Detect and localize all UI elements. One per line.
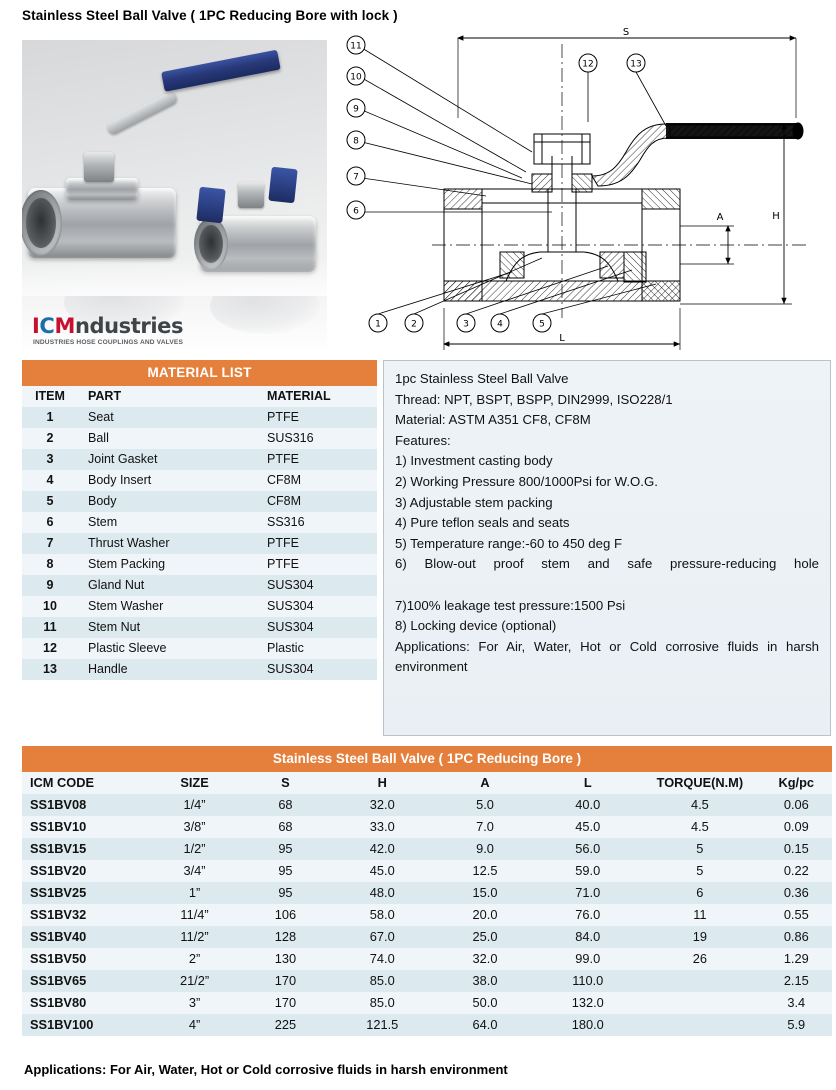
callout-8 [347,131,365,149]
callout-3 [457,314,475,332]
table-row [22,407,377,428]
table-row [22,575,377,596]
column-header-size: SIZE [180,775,209,790]
cell-torque: 4.5 [690,819,709,834]
column-header-item: ITEM [35,389,65,403]
cell-torque [639,1014,760,1036]
cell-part: Ball [88,431,109,445]
spec-line-applications: Applications: For Air, Water, Hot or Cold corrosive fluids in harsh environment [395,638,819,675]
material-list-table [22,386,377,680]
logo-wordmark [32,314,183,338]
dimension-label-l: L [559,333,565,344]
cell-kg: 0.86 [783,929,809,944]
cell-torque: 5 [696,863,704,878]
cell-item: 2 [46,431,54,445]
cell-a: 25.0 [472,929,498,944]
cell-h: 67.0 [369,929,395,944]
cell-s: 95 [278,863,293,878]
dimension-label-a: A [716,212,724,223]
cell-l: 71.0 [575,885,601,900]
cell-l: 76.0 [575,907,601,922]
dimension-table-title: Stainless Steel Ball Valve ( 1PC Reducing Bore ) [22,746,832,772]
cell-size: 3” [188,995,201,1010]
cell-material: SUS304 [267,662,314,676]
cell-size: 2” [188,951,201,966]
cell-kg: 3.4 [787,995,806,1010]
logo-tagline: INDUSTRIES HOSE COUPLINGS AND VALVES [33,339,183,346]
callout-10 [347,67,365,85]
cell-size: 3/4” [183,863,206,878]
callout-11 [347,36,365,54]
svg-text:3: 3 [463,319,469,330]
callout-7 [347,167,365,185]
callout-1 [369,314,387,332]
spec-feature-8: 8) Locking device (optional) [395,618,557,634]
cell-part: Joint Gasket [88,452,158,466]
cell-item: 10 [43,599,57,613]
cell-a: 20.0 [472,907,498,922]
material-list-title: MATERIAL LIST [22,360,377,386]
cell-s: 225 [274,1017,297,1032]
cell-torque [639,992,760,1014]
cell-l: 84.0 [575,929,601,944]
cell-size: 11/4” [180,907,209,922]
cell-kg: 0.22 [783,863,809,878]
table-row [22,491,377,512]
cell-a: 32.0 [472,951,498,966]
cell-h: 33.0 [369,819,395,834]
dimension-table [22,772,832,1036]
spec-line-material: Material: ASTM A351 CF8, CF8M [395,412,591,428]
table-row [22,970,832,992]
cell-s: 95 [278,841,293,856]
cell-material: PTFE [267,536,299,550]
cell-code: SS1BV10 [30,819,87,834]
svg-text:7: 7 [353,172,359,183]
cell-s: 68 [278,797,293,812]
cell-kg: 0.09 [783,819,809,834]
cell-kg: 2.15 [783,973,809,988]
cell-a: 15.0 [472,885,498,900]
table-row [22,992,832,1014]
column-header-torque: TORQUE(N.M) [656,775,744,790]
cell-kg: 5.9 [787,1017,806,1032]
table-row [22,948,832,970]
cell-kg: 0.36 [783,885,809,900]
cell-code: SS1BV80 [30,995,87,1010]
cell-h: 85.0 [369,995,395,1010]
cell-l: 180.0 [571,1017,604,1032]
cell-part: Body [88,494,117,508]
cell-item: 1 [46,410,54,424]
spec-feature-4: 4) Pure teflon seals and seats [395,515,570,531]
callout-5 [533,314,551,332]
cell-part: Gland Nut [88,578,145,592]
cell-h: 85.0 [369,973,395,988]
cell-item: 5 [46,494,54,508]
cell-part: Stem Packing [88,557,166,571]
cell-item: 9 [46,578,54,592]
column-header-h: H [377,775,387,790]
cell-code: SS1BV15 [30,841,87,856]
table-row [22,1014,832,1036]
spec-line-features: Features: [395,432,451,448]
cell-material: PTFE [267,452,299,466]
spec-feature-3: 3) Adjustable stem packing [395,494,553,510]
cell-code: SS1BV100 [30,1017,94,1032]
table-row [22,617,377,638]
cell-part: Body Insert [88,473,152,487]
cell-material: SUS316 [267,431,314,445]
cell-l: 132.0 [571,995,604,1010]
cell-l: 99.0 [575,951,601,966]
cell-code: SS1BV32 [30,907,87,922]
cell-a: 38.0 [472,973,498,988]
logo-word-industries: ndustries [74,314,184,338]
table-row [22,816,832,838]
cell-material: SUS304 [267,599,314,613]
cell-item: 13 [43,662,57,676]
cell-part: Stem Nut [88,620,141,634]
cell-material: Plastic [267,641,304,655]
cell-s: 130 [274,951,297,966]
cell-torque [639,970,760,992]
logo-letter-c: C [39,314,55,338]
cell-l: 59.0 [575,863,601,878]
table-row [22,449,377,470]
cell-torque: 26 [692,951,707,966]
cell-s: 170 [274,973,297,988]
cell-material: SUS304 [267,578,314,592]
cell-code: SS1BV25 [30,885,87,900]
table-row [22,838,832,860]
svg-text:12: 12 [582,59,594,70]
svg-text:5: 5 [539,319,545,330]
svg-text:9: 9 [353,104,359,115]
dimension-label-s: S [622,27,630,38]
callout-12 [579,54,597,72]
table-row [22,860,832,882]
table-row [22,554,377,575]
applications-footnote: Applications: For Air, Water, Hot or Cold corrosive fluids in harsh environment [24,1062,508,1077]
spec-feature-6: 6) Blow-out proof stem and safe pressure-reducing hole [395,556,819,572]
table-row [22,794,832,816]
material-list-panel [22,360,377,680]
cell-material: CF8M [267,473,302,487]
cell-size: 3/8” [183,819,206,834]
logo-letter-i: I [32,314,40,338]
table-row [22,470,377,491]
cell-size: 1” [188,885,201,900]
cell-item: 12 [43,641,57,655]
logo-letter-m: M [54,314,75,338]
cell-code: SS1BV08 [30,797,87,812]
cell-part: Thrust Washer [88,536,170,550]
valve-section-drawing [336,26,832,358]
spec-line-product: 1pc Stainless Steel Ball Valve [395,371,569,386]
cell-item: 7 [46,536,54,550]
cell-material: SS316 [267,515,305,529]
cell-s: 68 [278,819,293,834]
cell-kg: 0.06 [783,797,809,812]
cell-size: 4” [188,1017,201,1032]
cell-part: Plastic Sleeve [88,641,167,655]
cell-l: 45.0 [575,819,601,834]
spec-line-thread: Thread: NPT, BSPT, BSPP, DIN2999, ISO228/1 [395,391,673,407]
cell-torque: 19 [692,929,707,944]
svg-text:2: 2 [411,319,417,330]
cell-a: 9.0 [476,841,494,856]
callout-2 [405,314,423,332]
cell-s: 170 [274,995,297,1010]
table-header-row [22,772,832,794]
cell-a: 7.0 [476,819,494,834]
cell-h: 45.0 [369,863,395,878]
cell-material: SUS304 [267,620,314,634]
cell-code: SS1BV20 [30,863,87,878]
callout-4 [491,314,509,332]
svg-text:10: 10 [350,72,362,83]
cell-torque: 6 [696,885,704,900]
cell-material: CF8M [267,494,302,508]
technical-drawing [336,26,832,358]
spec-feature-1: 1) Investment casting body [395,453,553,469]
cell-size: 21/2” [179,973,210,988]
cell-material: PTFE [267,410,299,424]
column-header-l: L [583,775,592,790]
cell-h: 42.0 [369,841,395,856]
dimension-table-panel [22,746,832,1036]
cell-l: 40.0 [575,797,601,812]
column-header-code: ICM CODE [30,775,94,790]
table-header-row [22,386,377,407]
specification-panel [383,360,831,736]
spec-feature-5: 5) Temperature range:-60 to 450 deg F [395,535,623,551]
table-row [22,904,832,926]
cell-size: 1/2” [183,841,206,856]
cell-size: 11/2” [180,929,209,944]
cell-torque: 5 [696,841,704,856]
table-row [22,596,377,617]
cell-a: 12.5 [472,863,498,878]
cell-h: 32.0 [369,797,395,812]
cell-l: 110.0 [572,973,604,988]
cell-s: 128 [274,929,297,944]
svg-text:13: 13 [630,59,642,70]
column-header-a: A [480,775,490,790]
cell-item: 8 [46,557,54,571]
callout-6 [347,201,365,219]
spec-feature-7: 7)100% leakage test pressure:1500 Psi [395,597,626,613]
column-header-s: S [281,775,290,790]
cell-a: 5.0 [476,797,494,812]
svg-text:8: 8 [353,136,359,147]
cell-h: 121.5 [366,1017,399,1032]
svg-text:1: 1 [375,319,381,330]
cell-s: 95 [278,885,293,900]
cell-h: 48.0 [369,885,395,900]
cell-a: 64.0 [472,1017,498,1032]
dimension-label-h: H [772,211,780,222]
table-row [22,926,832,948]
column-header-part: PART [88,389,122,403]
cell-item: 6 [46,515,54,529]
cell-torque: 4.5 [690,797,709,812]
cell-part: Stem [88,515,118,529]
cell-size: 1/4” [183,797,206,812]
svg-text:4: 4 [497,319,503,330]
page-title: Stainless Steel Ball Valve ( 1PC Reducing Bore with lock ) [22,8,398,23]
table-row [22,533,377,554]
spec-feature-2: 2) Working Pressure 800/1000Psi for W.O.G. [395,473,658,489]
table-row [22,428,377,449]
cell-code: SS1BV40 [30,929,87,944]
cell-part: Handle [88,662,128,676]
cell-torque: 11 [693,907,707,922]
cell-item: 3 [46,452,54,466]
table-row [22,659,377,680]
cell-kg: 0.15 [783,841,809,856]
cell-part: Seat [88,410,114,424]
column-header-material: MATERIAL [267,389,331,403]
cell-s: 106 [274,907,297,922]
cell-material: PTFE [267,557,299,571]
callout-13 [627,54,645,72]
cell-l: 56.0 [575,841,601,856]
company-logo [22,296,327,356]
cell-h: 58.0 [369,907,395,922]
svg-text:6: 6 [353,206,359,217]
table-row [22,882,832,904]
svg-text:11: 11 [350,41,362,52]
cell-kg: 1.29 [783,951,809,966]
cell-item: 4 [46,473,54,487]
table-row [22,512,377,533]
cell-code: SS1BV65 [30,973,87,988]
cell-kg: 0.55 [783,907,809,922]
product-photo [22,40,327,312]
cell-h: 74.0 [369,951,395,966]
cell-code: SS1BV50 [30,951,87,966]
cell-part: Stem Washer [88,599,164,613]
cell-item: 11 [43,620,57,634]
column-header-kg: Kg/pc [778,775,815,790]
table-row [22,638,377,659]
callout-9 [347,99,365,117]
cell-a: 50.0 [472,995,498,1010]
